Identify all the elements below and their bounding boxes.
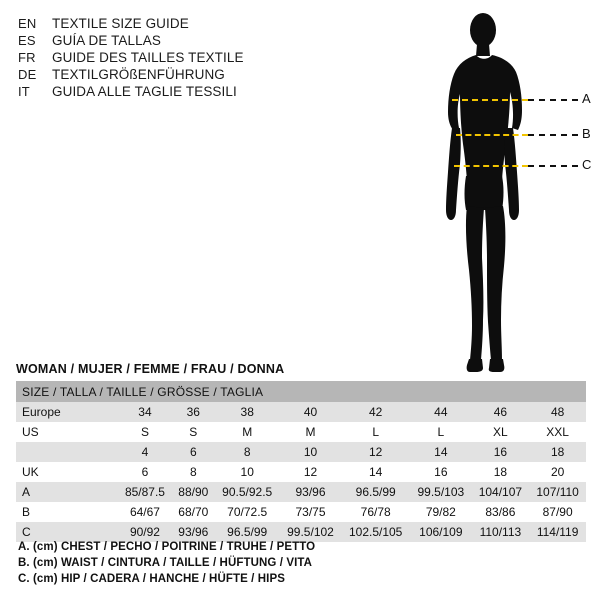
cell: 79/82 [410,502,471,522]
cell: 104/107 [472,482,530,502]
row-label: B [16,502,118,522]
table-row [16,422,586,442]
cell: 18 [529,442,586,462]
cell: 73/75 [280,502,341,522]
cell: 64/67 [118,502,172,522]
cell: 88/90 [172,482,215,502]
cell: 44 [410,402,471,422]
cell: 102.5/105 [341,522,410,542]
table-row [16,462,586,482]
measure-line-chest [452,99,528,101]
measure-label-b: B [582,126,591,141]
measure-leader-waist [528,134,578,136]
language-row [18,84,318,99]
cell: 6 [172,442,215,462]
cell: 76/78 [341,502,410,522]
cell: 10 [280,442,341,462]
cell: 93/96 [280,482,341,502]
cell: L [341,422,410,442]
cell: 93/96 [172,522,215,542]
female-body-figure [430,8,595,378]
cell: 12 [280,462,341,482]
language-title: TEXTILE SIZE GUIDE [52,16,189,31]
cell: 96.5/99 [215,522,280,542]
language-title: GUIDE DES TAILLES TEXTILE [52,50,244,65]
cell: 16 [472,442,530,462]
table-row [16,502,586,522]
cell: 14 [410,442,471,462]
cell: M [280,422,341,442]
measure-line-hip [454,165,528,167]
cell: 18 [472,462,530,482]
table-row [16,522,586,542]
cell: 110/113 [472,522,530,542]
cell: 99.5/102 [280,522,341,542]
cell: 48 [529,402,586,422]
language-code: DE [18,67,37,82]
row-label: UK [16,462,118,482]
cell: 106/109 [410,522,471,542]
cell: 96.5/99 [341,482,410,502]
cell: 36 [172,402,215,422]
table-row [16,482,586,502]
note-waist: B. (cm) WAIST / CINTURA / TAILLE / HÜFTUNG / VITA [18,557,313,569]
row-label: A [16,482,118,502]
cell: 38 [215,402,280,422]
cell: 10 [215,462,280,482]
cell: L [410,422,471,442]
cell: 87/90 [529,502,586,522]
cell: 99.5/103 [410,482,471,502]
note-hip: C. (cm) HIP / CADERA / HANCHE / HÜFTE / HIPS [18,573,286,585]
table-row [16,402,586,422]
cell: 8 [215,442,280,462]
cell: XXL [529,422,586,442]
cell: 114/119 [529,522,586,542]
row-label: Europe [16,402,118,422]
cell: 90.5/92.5 [215,482,280,502]
row-label [16,442,118,462]
cell: 107/110 [529,482,586,502]
language-row [18,50,318,65]
row-label: C [16,522,118,542]
cell: S [172,422,215,442]
size-table [16,381,586,542]
language-code: EN [18,16,37,31]
cell: 8 [172,462,215,482]
language-list [18,16,318,101]
table-row [16,442,586,462]
language-code: FR [18,50,36,65]
cell: M [215,422,280,442]
language-title: GUIDA ALLE TAGLIE TESSILI [52,84,237,99]
note-chest: A. (cm) CHEST / PECHO / POITRINE / TRUHE / PETTO [18,541,316,553]
cell: 34 [118,402,172,422]
language-title: TEXTILGRÖßENFÜHRUNG [52,67,225,82]
cell: 90/92 [118,522,172,542]
measure-label-c: C [582,157,592,172]
cell: 42 [341,402,410,422]
cell: 83/86 [472,502,530,522]
measure-leader-hip [528,165,578,167]
language-title: GUÍA DE TALLAS [52,33,161,48]
cell: XL [472,422,530,442]
language-code: IT [18,84,30,99]
measure-leader-chest [528,99,578,101]
row-label: US [16,422,118,442]
table-header-row [16,381,586,402]
table-caption: WOMAN / MUJER / FEMME / FRAU / DONNA [16,362,285,376]
measure-label-a: A [582,91,591,106]
language-row [18,33,318,48]
cell: 85/87.5 [118,482,172,502]
language-row [18,67,318,82]
cell: 16 [410,462,471,482]
cell: 12 [341,442,410,462]
cell: S [118,422,172,442]
cell: 70/72.5 [215,502,280,522]
measure-line-waist [456,134,528,136]
female-silhouette-icon [430,8,595,378]
cell: 6 [118,462,172,482]
cell: 14 [341,462,410,482]
cell: 20 [529,462,586,482]
cell: 4 [118,442,172,462]
language-code: ES [18,33,36,48]
table-header-label: SIZE / TALLA / TAILLE / GRÖSSE / TAGLIA [16,381,586,402]
size-table-section [16,362,586,542]
cell: 68/70 [172,502,215,522]
measurement-notes [18,541,578,589]
cell: 46 [472,402,530,422]
cell: 40 [280,402,341,422]
language-row [18,16,318,31]
